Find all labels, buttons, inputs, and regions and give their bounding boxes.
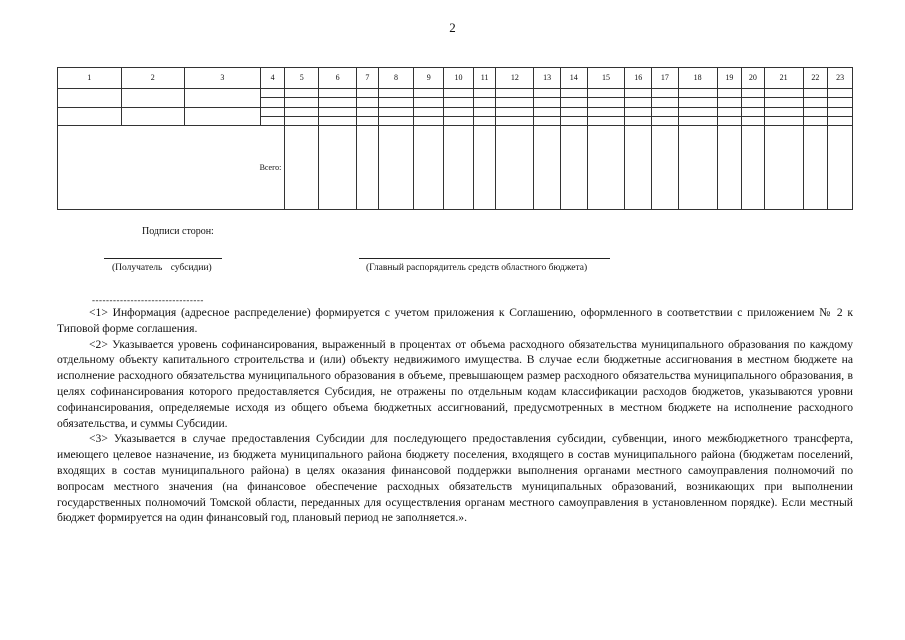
table-cell [803,116,828,125]
table-cell [652,107,679,116]
table-cell [742,98,765,107]
table-cell [444,107,474,116]
footnotes [57,305,853,526]
table-cell [473,116,496,125]
table-cell [625,98,652,107]
table-cell [496,116,534,125]
table-cell [587,126,625,210]
table-cell [678,107,717,116]
table-cell [496,98,534,107]
column-header-6: 6 [319,68,357,89]
table-total-row [58,126,853,210]
table-cell [803,98,828,107]
table-cell [473,89,496,98]
table-cell [764,126,803,210]
table-cell [560,126,587,210]
table-cell [496,126,534,210]
table-cell [378,116,414,125]
table-cell [185,107,261,126]
footnote-1: <1> Информация (адресное распределение) формируется с учетом приложения к Соглашению, оформленного в соответствии с приложением № 2 к Типовой форме соглашения. [57,306,853,335]
table-cell [378,89,414,98]
table-cell [717,107,742,116]
table-cell [285,116,319,125]
table-cell [357,116,379,125]
table-cell [678,126,717,210]
table-cell [285,126,319,210]
table-cell [587,107,625,116]
table-cell [357,107,379,116]
table-cell [717,98,742,107]
table-cell [587,89,625,98]
signatures-heading: Подписи сторон: [142,226,214,237]
table-cell [652,126,679,210]
table-cell [828,89,853,98]
table-cell [319,116,357,125]
footnote-2: <2> Указывается уровень софинансирования, выраженный в процентах от объема расходного обязательства муниципального образования по каждому отдельному объекту капитального строительства и (или) объекту недвижимого имущества. В случае если бюджетные ассигнования в местном бюджете на исполнение расходного обязательства муниципального образования в объеме, превышающем размер расходного обязательства муниципального образования, в целях софинансирования которого предоставляется Субсидия, не отражены по отдельным кодам классификации расходов бюджетов, указываются уровни софинансирования, определяемые исходя из общего объема бюджетных ассигнований, предусмотренных в местном бюджете на исполнение расходного обязательства, и суммы Субсидии. [57,337,853,430]
table-cell [58,89,122,108]
table-cell [678,89,717,98]
table-cell [378,98,414,107]
column-header-15: 15 [587,68,625,89]
table-cell [678,98,717,107]
column-header-10: 10 [444,68,474,89]
column-header-12: 12 [496,68,534,89]
footnote-3: <3> Указывается в случае предоставления Субсидии для последующего предоставления субсидии, субвенции, иного межбюджетного трансферта, имеющего целевое назначение, из бюджета муниципального района бюджету поселения, входящего в состав муниципального района (бюджетам поселений, входящих в состав муниципального района) в целях оказания финансовой поддержки выполнения органами местного самоуправления полномочий по вопросам местного значения (на финансовое обеспечение расходных обязательств муниципальных образований, возникающих при выполнении государственных полномочий Томской области, переданных для осуществления органам местного самоуправления в установленном порядке). Если местный бюджет формируется на один финансовый год, плановый период не заполняется.». [57,432,853,525]
table-cell [717,116,742,125]
table-cell [534,89,561,98]
table-cell [828,116,853,125]
column-header-19: 19 [717,68,742,89]
table-cell [285,89,319,98]
table-cell [260,89,285,98]
column-header-21: 21 [764,68,803,89]
column-header-20: 20 [742,68,765,89]
table-cell [319,126,357,210]
table-cell [496,89,534,98]
table-cell [357,126,379,210]
column-header-22: 22 [803,68,828,89]
footnote-separator: -------------------------------- [92,295,204,305]
table-cell [121,107,185,126]
table-cell [652,98,679,107]
table-cell [764,107,803,116]
table-cell [560,98,587,107]
table-cell [121,89,185,108]
table-cell [652,89,679,98]
column-header-23: 23 [828,68,853,89]
table-cell [285,107,319,116]
table-cell [764,89,803,98]
table-cell [357,89,379,98]
table-cell [444,89,474,98]
table-cell [414,116,444,125]
table-cell [587,98,625,107]
table-cell [560,116,587,125]
table-cell [742,89,765,98]
page-number: 2 [449,20,456,35]
table-cell [625,89,652,98]
distributor-caption: (Главный распорядитель средств областного бюджета) [366,263,588,273]
table-cell [58,107,122,126]
table-cell [473,98,496,107]
column-header-11: 11 [473,68,496,89]
table-cell [319,89,357,98]
recipient-caption: (Получатель субсидии) [112,263,212,273]
table-cell [473,126,496,210]
table-cell [496,107,534,116]
table-cell [742,116,765,125]
table-cell [414,89,444,98]
column-header-18: 18 [678,68,717,89]
column-header-5: 5 [285,68,319,89]
distributor-signature-line [359,258,610,259]
total-label: Всего: [58,126,285,210]
table-cell [534,126,561,210]
table-cell [828,98,853,107]
table-cell [717,126,742,210]
table-cell [764,98,803,107]
column-header-13: 13 [534,68,561,89]
table-cell [357,98,379,107]
table-cell [444,126,474,210]
table-cell [414,126,444,210]
table-cell [260,98,285,107]
table-row [58,89,853,98]
table-cell [534,107,561,116]
column-header-1: 1 [58,68,122,89]
table-cell [444,98,474,107]
table-cell [828,126,853,210]
column-header-17: 17 [652,68,679,89]
table-cell [378,107,414,116]
table-cell [185,89,261,108]
column-header-8: 8 [378,68,414,89]
table-cell [764,116,803,125]
table-cell [803,126,828,210]
table-cell [625,107,652,116]
table-cell [587,116,625,125]
table-cell [260,116,285,125]
table-cell [414,98,444,107]
table-cell [560,89,587,98]
table-cell [319,107,357,116]
table-cell [717,89,742,98]
table-cell [414,107,444,116]
column-header-2: 2 [121,68,185,89]
table-cell [473,107,496,116]
table-cell [678,116,717,125]
table-cell [444,116,474,125]
column-header-14: 14 [560,68,587,89]
table-cell [260,107,285,116]
column-header-9: 9 [414,68,444,89]
table-cell [625,116,652,125]
table-cell [534,116,561,125]
column-header-16: 16 [625,68,652,89]
table-cell [803,89,828,98]
allocation-table [57,67,853,210]
table-row [58,107,853,116]
recipient-signature-line [104,258,222,259]
table-cell [625,126,652,210]
table-cell [560,107,587,116]
table-cell [534,98,561,107]
table-cell [742,126,765,210]
table-cell [742,107,765,116]
table-cell [285,98,319,107]
table-cell [803,107,828,116]
table-cell [378,126,414,210]
column-header-3: 3 [185,68,261,89]
table-cell [319,98,357,107]
table-cell [828,107,853,116]
column-header-4: 4 [260,68,285,89]
table-header-row [58,68,853,89]
table-cell [652,116,679,125]
column-header-7: 7 [357,68,379,89]
